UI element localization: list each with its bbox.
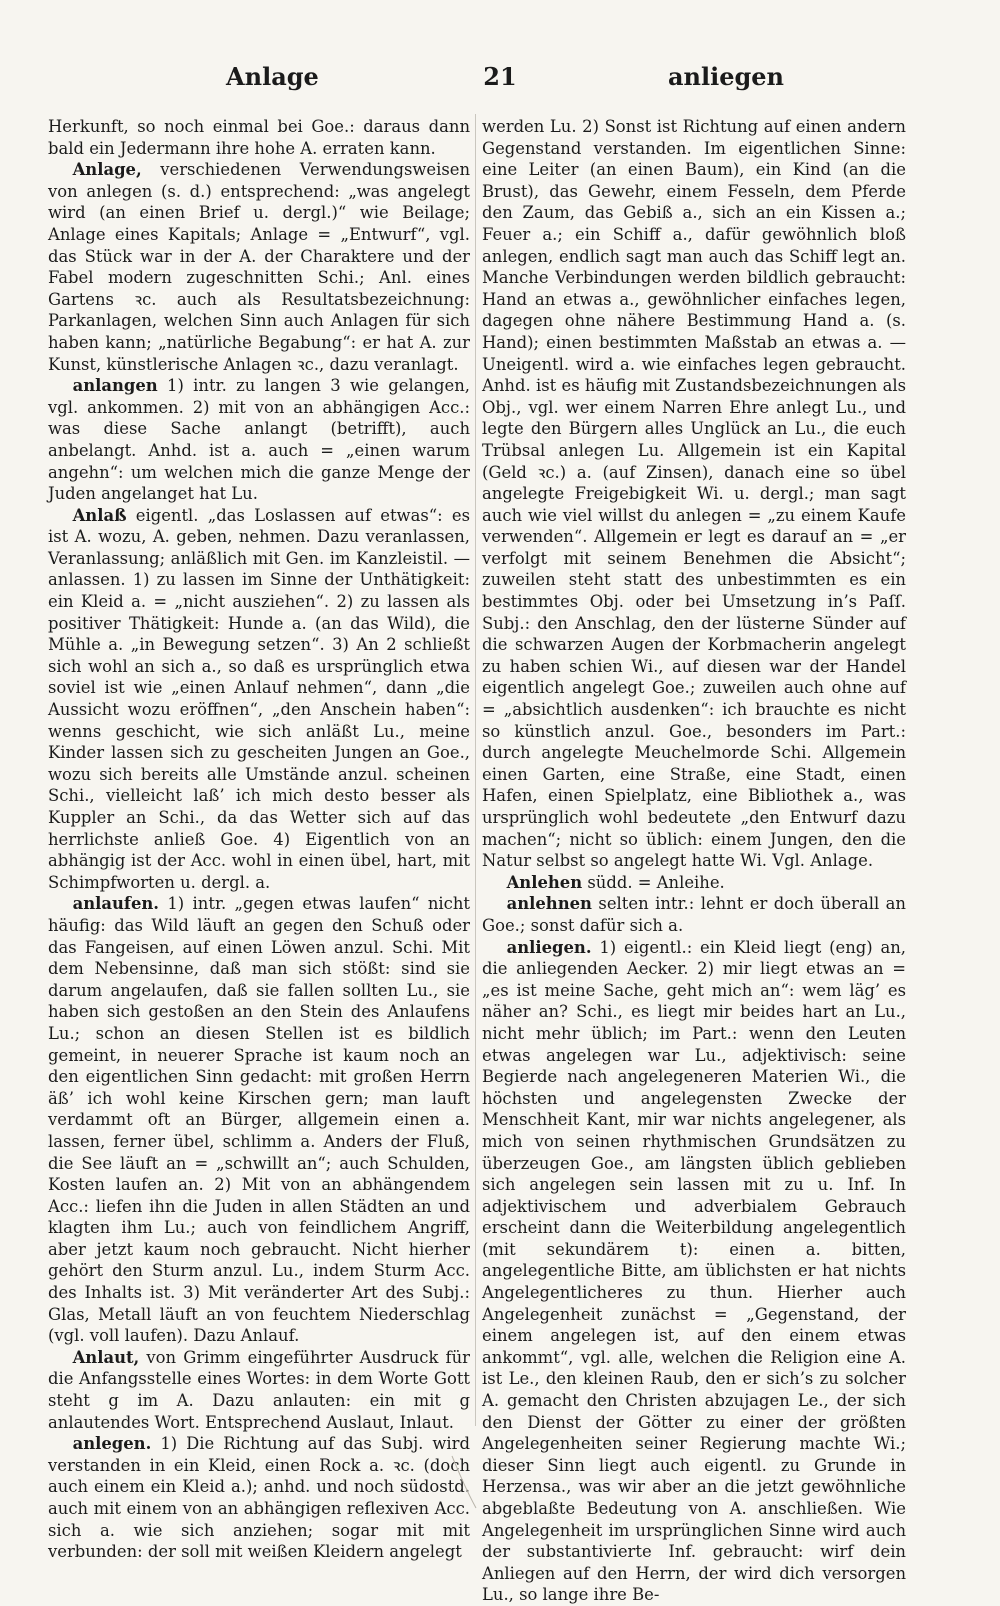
lemma: anlangen [72,376,158,396]
entry-anlangen: anlangen 1) intr. zu langen 3 wie gelangen, vgl. ankommen. 2) mit von an abhängigen Acc.: was diese Sache anlangt (betrifft), auch anbelangt. Anhd. ist a. auch = „einen warum angehn“: um welchen mich die ganze Menge der Juden angelanget hat Lu. [48,376,470,504]
lemma: anlegen. [72,1434,152,1454]
lemma: Anlehen [506,872,583,892]
page-header [48,62,952,98]
lemma: Anlaß [72,505,127,525]
entry-anlehen: Anlehen südd. = Anleihe. [506,872,725,892]
header-right-catchword: anliegen [667,62,784,91]
lemma: anlaufen. [72,894,159,914]
entry-anlehnen: anlehnen selten intr.: lehnt er doch überall an Goe.; sonst dafür sich a. [482,894,906,935]
entry-anlegen: anlegen. 1) Die Richtung auf das Subj. wird verstanden in ein Kleid, einen Rock a. ꝛc. (doch auch einem ein Kleid a.); anhd. und noch südostd. auch mit einem von an abhängigen reflexiven Acc. sich a. wie sich anziehen; sogar mit mit verbunden: der soll mit weißen Kleidern angelegt [48,1434,470,1562]
paper-scratch-mark [444,1452,484,1512]
entry-continuation: werden Lu. 2) Sonst ist Richtung auf einen andern Gegenstand verstanden. Im eigentlichen Sinne: eine Leiter (an einen Baum), ein Kind (an die Brust), das Gewehr, einem Fesseln, dem Pferde den Zaum, das Gebiß a., sich an ein Kissen a.; Feuer a.; ein Schiff a., dafür gewöhnlich bloß anlegen, endlich sagt man auch das Schiff legt an. Manche Verbindungen werden bildlich gebraucht: Hand an etwas a., gewöhnlicher einfaches legen, dagegen ohne nähere Bestimmung Hand a. (s. Hand); einen bestimmten Maßstab an etwas a. — Uneigentl. wird a. wie einfaches legen gebraucht. Anhd. ist es häufig mit Zustandsbezeichnungen als Obj., vgl. wer einem Narren Ehre anlegt Lu., und legte den Bürgern alles Unglück an Lu., die euch Trübsal anlegen Lu. Allgemein ist ein Kapital (Geld ꝛc.) a. (auf Zinsen), danach eine so übel angelegte Freigebigkeit Wi. u. dergl.; man sagt auch wie viel willst du anlegen = „zu einem Kaufe verwenden“. Allgemein er legt es darauf an = „er verfolgt mit seinem Benehmen die Absicht“; zuweilen steht statt des unbestimmten es ein bestimmtes Obj. oder bei Umsetzung in’s Paſſ. Subj.: den Anschlag, den der lüsterne Sünder auf die schwarzen Augen der Korbmacherin angelegt zu haben schien Wi., auf diesen war der Handel eigentlich angelegt Goe.; zuweilen auch ohne auf = „absichtlich ausdenken“: ich brauchte es nicht so künstlich anzul. Goe., besonders im Part.: durch angelegte Meuchelmorde Schi. Allgemein einen Garten, eine Straße, eine Stadt, einen Hafen, einen Spielplatz, eine Bibliothek a., was ursprünglich wohl bedeutete „den Entwurf dazu machen“; nicht so üblich: einem Jungen, den die Natur selbst so angelegt hatte Wi. Vgl. Anlage. [482,117,906,871]
entry-continuation: Herkunft, so noch einmal bei Goe.: daraus dann bald ein Jedermann ihre hohe A. erraten kann. [48,117,470,158]
lemma: anliegen. [506,937,592,957]
lemma: Anlaut, [72,1347,140,1367]
entry-anlage: Anlage, verschiedenen Verwendungsweisen von anlegen (s. d.) entsprechend: „was angelegt wird (an einen Brief u. dergl.)“ wie Beilage; Anlage eines Kapitals; Anlage = „Entwurf“, vgl. das Stück war in der A. der Charaktere und der Fabel modern zugeschnitten Schi.; Anl. eines Gartens ꝛc. auch als Resultatsbezeichnung: Parkanlagen, welchen Sinn auch Anlagen für sich haben kann; „natürliche Begabung“: er hat A. zur Kunst, künstlerische Anlagen ꝛc., dazu veranlagt. [48,160,470,374]
column-divider [475,114,476,1426]
lemma: Anlage, [72,160,142,180]
lemma: anlehnen [506,894,592,914]
page-number: 21 [483,62,517,91]
entry-anlaufen: anlaufen. 1) intr. „gegen etwas laufen“ nicht häufig: das Wild läuft an gegen den Schuß oder das Fangeisen, auf einen Löwen anzul. Schi. Mit dem Nebensinne, daß man sich stößt: sind sie darum angelaufen, daß sie fallen sollten Lu., sie haben sich gestoßen an den Stein des Anlaufens Lu.; schon an diesen Stellen ist es bildlich gemeint, in neuerer Sprache ist kaum noch an den eigentlichen Sinn gedacht: mit großen Herrn äß’ ich wohl keine Kirschen gern; man lauft verdammt oft an Bürger, allgemein einen a. lassen, ferner übel, schlimm a. Anders der Fluß, die See läuft an = „schwillt an“; auch Schulden, Kosten laufen an. 2) Mit von an abhängendem Acc.: liefen ihn die Juden in allen Städten an und klagten ihm Lu.; auch von feindlichem Angriff, aber jetzt kaum noch gebraucht. Nicht hierher gehört den Sturm anzul. Lu., indem Sturm Acc. des Inhalts ist. 3) Mit veränderter Art des Subj.: Glas, Metall läuft an von feuchtem Niederschlag (vgl. voll laufen). Dazu Anlauf. [48,894,470,1346]
header-left-catchword: Anlage [226,62,319,91]
right-column [482,116,906,1605]
entry-anlass: Anlaß eigentl. „das Loslassen auf etwas“: es ist A. wozu, A. geben, nehmen. Dazu veranlassen, Veranlassung; anläßlich mit Gen. im Kanzleistil. — anlassen. 1) zu lassen im Sinne der Unthätigkeit: ein Kleid a. = „nicht ausziehen“. 2) zu lassen als positiver Thätigkeit: Hunde a. (an das Wild), die Mühle a. „in Bewegung setzen“. 3) An 2 schließt sich wohl an sich a., so daß es ursprünglich etwa soviel ist wie „einen Anlauf nehmen“, dann „die Aussicht wozu eröffnen“, „den Anschein haben“: wenns geschicht, wie sich anläßt Lu., meine Kinder lassen sich zu gescheiten Jungen an Goe., wozu sich bereits alle Umstände anzul. scheinen Schi., vielleicht laß’ ich mich desto besser als Kuppler an Schi., da das Wetter sich auf das herrlichste anließ Goe. 4) Eigentlich von an abhängig ist der Acc. wohl in einen übel, hart, mit Schimpfworten u. dergl. a. [48,505,470,892]
entry-anlaut: Anlaut, von Grimm eingeführter Ausdruck für die Anfangsstelle eines Wortes: in dem Worte Gott steht g im A. Dazu anlauten: ein mit g anlautendes Wort. Entsprechend Auslaut, Inlaut. [48,1347,470,1432]
entry-anliegen: anliegen. 1) eigentl.: ein Kleid liegt (eng) an, die anliegenden Aecker. 2) mir liegt etwas an = „es ist meine Sache, geht mich an“: wem läg’ es näher an? Schi., es liegt mir beides hart an Lu., nicht mehr üblich; im Part.: wenn den Leuten etwas angelegen war Lu., adjektivisch: seine Begierde nach angelegeneren Materien Wi., die höchsten und angelegensten Zwecke der Menschheit Kant, mir war nichts angelegener, als mich von seinen rhythmischen Grundsätzen zu überzeugen Goe., am längsten üblich geblieben sich angelegen sein lassen mit zu u. Inf. In adjektivischem und adverbialem Gebrauch erscheint dann die Weiterbildung angelegentlich (mit sekundärem t): einen a. bitten, angelegentliche Bitte, am üblichsten er hat nichts Angelegentlicheres zu thun. Hierher auch Angelegenheit zunächst = „Gegenstand, der einem angelegen ist, auf den einem etwas ankommt“, vgl. alle, welchen die Religion eine A. ist Le., den kleinen Raub, den er sich’s zu solcher A. gemacht den Christen abzujagen Le., der sich den Dienst der Götter zu einer der größten Angelegenheiten seiner Regierung machte Wi.; dieser Sinn liegt auch eigentl. zu Grunde in Herzensa., was wir aber an die jetzt gewöhnliche abgeblaßte Bedeutung von A. anschließen. Wie Angelegenheit im ursprünglichen Sinne wird auch der substantivierte Inf. gebraucht: wirf dein Anliegen auf den Herrn, der wird dich versorgen Lu., so lange ihre Be- [482,937,906,1605]
left-column [48,116,470,1562]
